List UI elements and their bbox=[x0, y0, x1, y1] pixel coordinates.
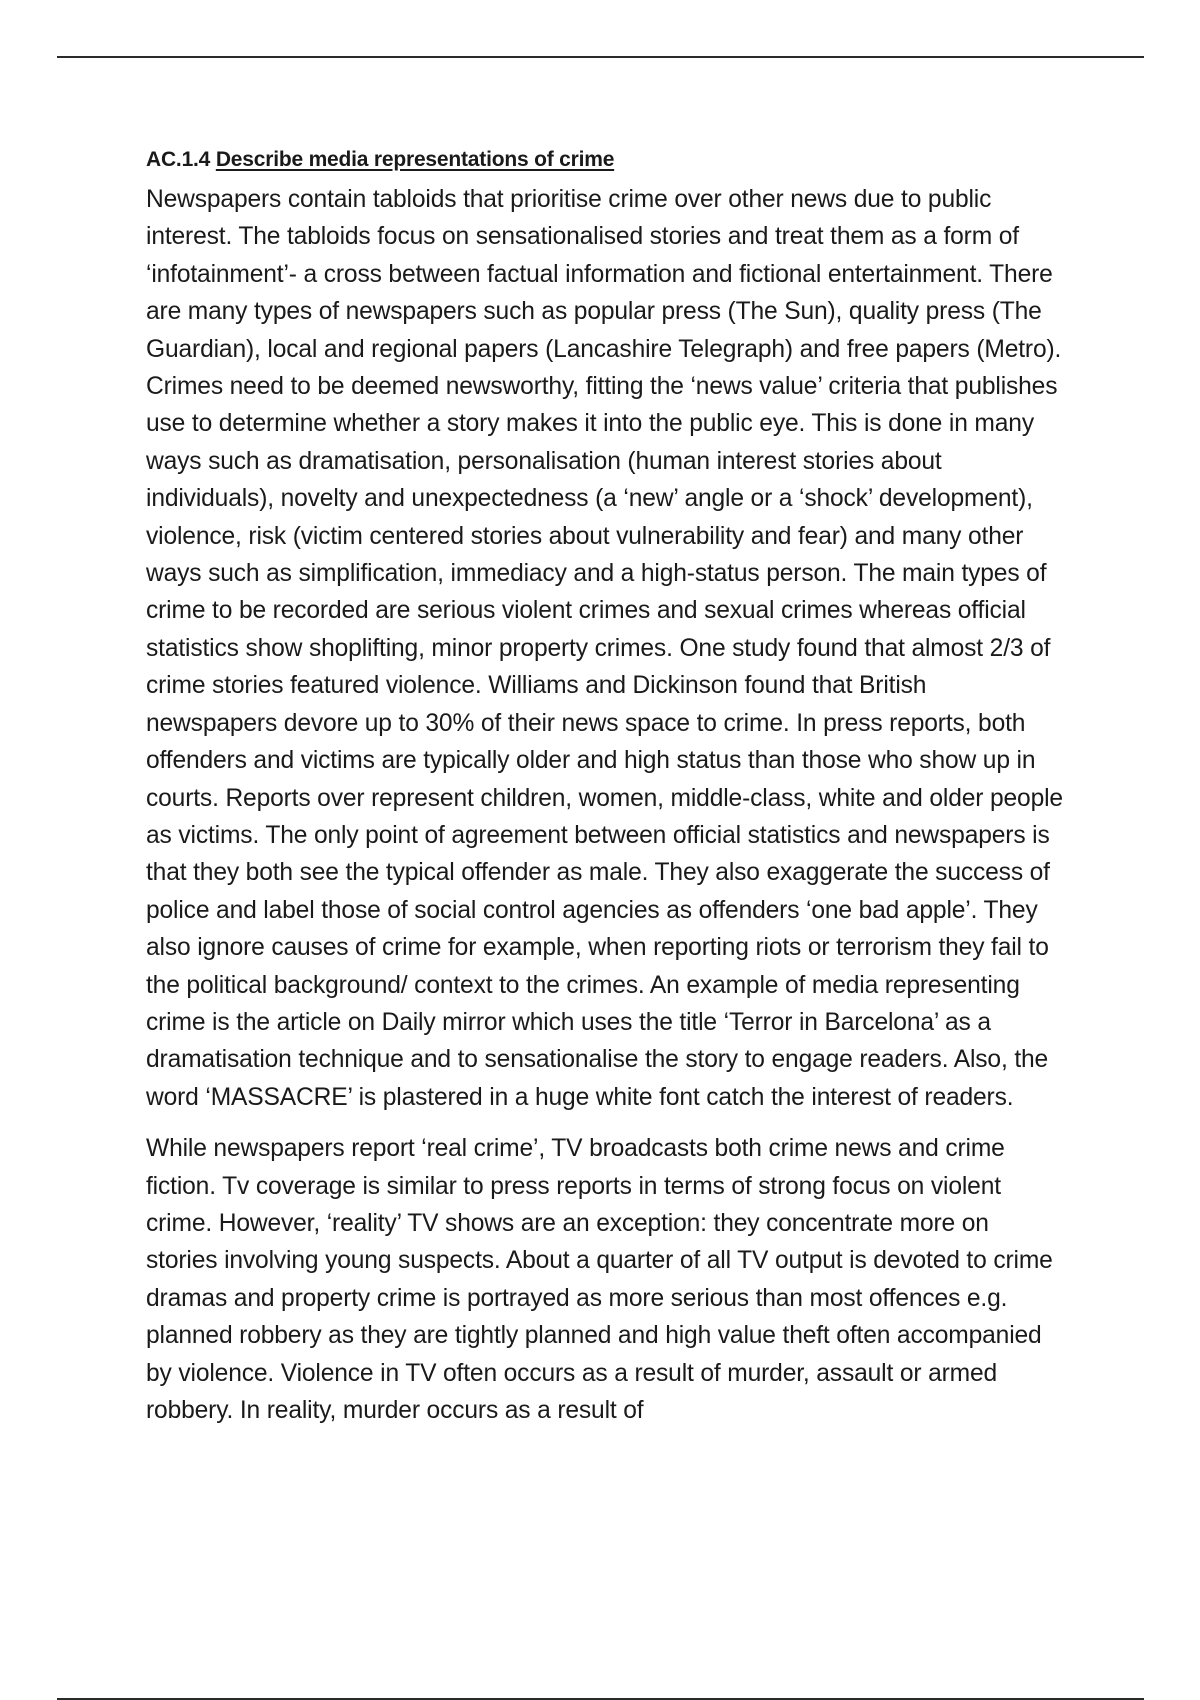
paragraph-tv: While newspapers report ‘real crime’, TV broadcasts both crime news and crime fiction. Tv coverage is similar to press reports in terms of strong focus on violent crime. However, ‘reality’ TV shows are an exception: they concentrate more on stories involving young suspects. About a quarter of all TV output is devoted to crime dramas and property crime is portrayed as more serious than most offences e.g. planned robbery as they are tightly planned and high value theft often accompanied by violence. Violence in TV often occurs as a result of murder, assault or armed robbery. In reality, murder occurs as a result of bbox=[146, 1135, 1053, 1424]
document-body bbox=[146, 143, 1064, 1443]
section-title: Describe media representations of crime bbox=[215, 148, 615, 171]
header-rule bbox=[57, 56, 1144, 58]
section-code: AC.1.4 bbox=[146, 148, 211, 171]
paragraph-newspapers: Newspapers contain tabloids that prioritise crime over other news due to public interest. The tabloids focus on sensationalised stories and treat them as a form of ‘infotainment’- a cross between factual information and fictional entertainment. There are many types of newspapers such as popular press (The Sun), quality press (The Guardian), local and regional papers (Lancashire Telegraph) and free papers (Metro). Crimes need to be deemed newsworthy, fitting the ‘news value’ criteria that publishes use to determine whether a story makes it into the public eye. This is done in many ways such as dramatisation, personalisation (human interest stories about individuals), novelty and unexpectedness (a ‘new’ angle or a ‘shock’ development), violence, risk (victim centered stories about vulnerability and fear) and many other ways such as simplification, immediacy and a high-status person. The main types of crime to be recorded are serious violent crimes and sexual crimes whereas official statistics show shoplifting, minor property crimes. One study found that almost 2/3 of crime stories featured violence. Williams and Dickinson found that British newspapers devore up to 30% of their news space to crime. In press reports, both offenders and victims are typically older and high status than those who show up in courts. Reports over represent children, women, middle-class, white and older people as victims. The only point of agreement between official statistics and newspapers is that they both see the typical offender as male. They also exaggerate the success of police and label those of social control agencies as offenders ‘one bad apple’. They also ignore causes of crime for example, when reporting riots or terrorism they fail to the political background/ context to the crimes. An example of media representing crime is the article on Daily mirror which uses the title ‘Terror in Barcelona’ as a dramatisation technique and to sensationalise the story to engage readers. Also, the word ‘MASSACRE’ is plastered in a huge white font catch the interest of readers. bbox=[146, 186, 1063, 1111]
section-heading bbox=[146, 143, 1064, 177]
